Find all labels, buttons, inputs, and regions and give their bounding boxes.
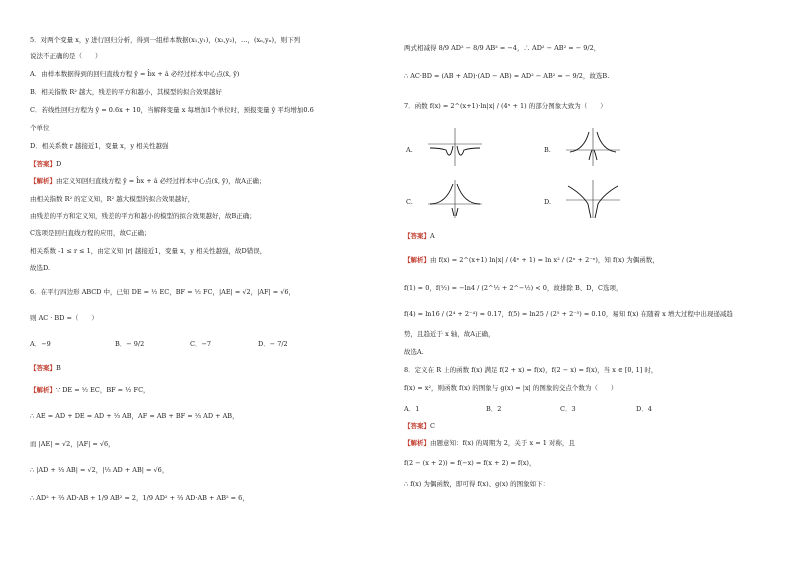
- analysis-tag: 【解析】: [30, 177, 56, 185]
- q5-stem-line-1: 5．对两个变量 x，y 进行回归分析，得到一组样本数据(x₁,y₁)，(x₂,y₂)，…，(xₙ,yₙ)，则下列: [30, 36, 301, 44]
- q8-analysis-3: ∴ f(x) 为偶函数，即可得 f(x)、g(x) 的图象如下：: [404, 480, 550, 488]
- graph-d-svg: [564, 178, 622, 220]
- q6-answer: [30, 364, 61, 373]
- q8-option-a: A．1: [404, 405, 420, 413]
- q5-analysis-1: [30, 177, 265, 186]
- q5-option-a: A．由样本数据得到的回归直线方程 ŷ = b̂x + â 必经过样本中心点(x̄, ȳ): [30, 70, 240, 78]
- answer-tag: 【答案】: [404, 232, 430, 240]
- q7-option-d-label: D.: [544, 198, 552, 206]
- analysis-tag: 【解析】: [404, 439, 430, 447]
- q7-analysis-3: f(4) = ln16 / (2⁴ + 2⁻⁴) ≈ 0.17，f(5) = ln25 / (2⁵ + 2⁻⁵) ≈ 0.10，易知 f(x) 在随着 x 增大过程中出现递减趋: [404, 310, 733, 318]
- answer-value: D: [56, 160, 62, 168]
- q5-analysis-6: 故选D.: [30, 264, 51, 272]
- q7-option-b-label: B.: [544, 146, 551, 154]
- q6-cont-2: ∴ AC·BD = (AB + AD)·(AD − AB) = AD² − AB² = − 9/2，故选B.: [404, 72, 610, 80]
- q7-analysis-5: 故选A.: [404, 348, 424, 356]
- analysis-text: ∵ DE = ½ EC，BF = ½ FC，: [56, 386, 150, 394]
- q7-analysis-4: 势，且趋近于 x 轴，故A正确，: [404, 330, 495, 338]
- q5-analysis-5: 相关系数 -1 ≤ r ≤ 1，由定义知 |r| 越接近1，变量 x，y 相关性越强，故D错误，: [30, 247, 267, 255]
- q6-option-d: D．− 7/2: [258, 340, 288, 348]
- q6-analysis-3: 而 |AE| = √2，|AF| = √6，: [30, 440, 115, 448]
- answer-value: B: [56, 364, 61, 372]
- q7-stem: 7．函数 f(x) = 2^(x+1)·ln|x| / (4ˣ + 1) 的部分图象大致为（ ）: [404, 102, 607, 110]
- q8-option-b: B．2: [486, 405, 502, 413]
- q6-stem-line-1: 6．在平行四边形 ABCD 中，已知 DE = ½ EC，BF = ½ FC，|AE| = √2，|AF| = √6，: [30, 288, 296, 296]
- q8-stem-line-1: 8．定义在 R 上的函数 f(x) 满足 f(2 + x) = f(x)，f(2 − x) = f(x)，当 x ∈ [0, 1] 时，: [404, 366, 658, 374]
- q8-stem-line-2: f(x) = x²，则函数 f(x) 的图象与 g(x) = |x| 的图象的交点个数为（ ）: [404, 384, 618, 392]
- analysis-tag: 【解析】: [404, 256, 430, 264]
- q6-analysis-4: ∴ |AD + ⅓ AB| = √2，|⅓ AD + AB| = √6，: [30, 466, 169, 474]
- q7-analysis-1: [404, 256, 659, 265]
- q7-graph-b: [564, 126, 622, 168]
- q8-answer: [404, 422, 435, 431]
- q7-answer: [404, 232, 435, 241]
- graph-b-svg: [564, 126, 622, 168]
- answer-tag: 【答案】: [30, 160, 56, 168]
- q5-analysis-3: 由残差的平方和定义知，残差的平方和越小的模型的拟合效果越好，故B正确；: [30, 212, 256, 220]
- analysis-tag: 【解析】: [30, 386, 56, 394]
- graph-a-svg: [426, 126, 484, 168]
- q6-option-a: A．−9: [30, 340, 51, 348]
- q6-option-c: C．−7: [190, 340, 212, 348]
- q6-option-b: B．− 9/2: [115, 340, 145, 348]
- q5-stem-line-2: 说法不正确的是（ ）: [30, 52, 102, 60]
- q8-option-c: C．3: [560, 405, 576, 413]
- q8-option-d: D．4: [636, 405, 652, 413]
- q5-option-d: D．相关系数 r 越接近1，变量 x，y 相关性越强: [30, 142, 169, 150]
- q7-graph-a: [426, 126, 484, 168]
- answer-tag: 【答案】: [30, 364, 56, 372]
- q7-graph-d: [564, 178, 622, 220]
- q6-cont-1: 两式相减得 8/9 AD² − 8/9 AB² = −4，∴ AD² − AB² = − 9/2，: [404, 44, 601, 52]
- answer-value: C: [430, 422, 435, 430]
- left-column: [30, 0, 390, 562]
- q6-stem-line-2: 则 AC · BD =（ ）: [30, 314, 98, 322]
- q6-analysis-1: [30, 386, 150, 395]
- q8-analysis-1: [404, 439, 575, 448]
- q5-option-b: B．相关指数 R² 越大，残差的平方和越小，其模型的拟合效果越好: [30, 88, 222, 96]
- analysis-text: 由 f(x) = 2^(x+1) ln|x| / (4ˣ + 1) = ln x² / (2ˣ + 2⁻ˣ)，知 f(x) 为偶函数，: [430, 256, 659, 264]
- q6-analysis-2: ∴ AE = AD + DE = AD + ⅓ AB，AF = AB + BF = ⅓ AD + AB，: [30, 412, 239, 420]
- q5-option-c-cont: 个单位: [30, 124, 50, 132]
- graph-c-svg: [426, 178, 484, 220]
- q6-analysis-5: ∴ AD² + ⅔ AD·AB + 1/9 AB² = 2，1/9 AD² + ⅔ AD·AB + AB² = 6，: [30, 494, 249, 502]
- q5-analysis-2: 由相关指数 R² 的定义知，R² 越大模型的拟合效果越好，: [30, 195, 195, 203]
- answer-tag: 【答案】: [404, 422, 430, 430]
- q5-answer: [30, 160, 61, 169]
- q7-graph-c: [426, 178, 484, 220]
- answer-value: A: [430, 232, 435, 240]
- q7-option-a-label: A.: [406, 146, 413, 154]
- q5-analysis-4: C选项是回归直线方程的应用，故C正确；: [30, 229, 151, 237]
- analysis-text: 由定义知回归直线方程 ŷ = b̂x + â 必经过样本中心点(x̄, ȳ)，故A正确；: [56, 177, 266, 185]
- q8-analysis-2: f(2 − (x + 2)) = f(−x) = f(x + 2) = f(x)，: [404, 459, 536, 467]
- q5-option-c: C．若线性回归方程为 ŷ = 0.6x + 10，当解释变量 x 每增加1个单位时，预报变量 ŷ 平均增加0.6: [30, 106, 314, 114]
- q7-option-c-label: C.: [406, 198, 413, 206]
- analysis-text: 由题意知：f(x) 的周期为 2，关于 x = 1 对称，且: [430, 439, 575, 447]
- right-column: [404, 0, 764, 562]
- q7-analysis-2: f(1) = 0，f(½) = −ln4 / (2^½ + 2^−½) < 0，故排除 B、D，C选项，: [404, 284, 623, 292]
